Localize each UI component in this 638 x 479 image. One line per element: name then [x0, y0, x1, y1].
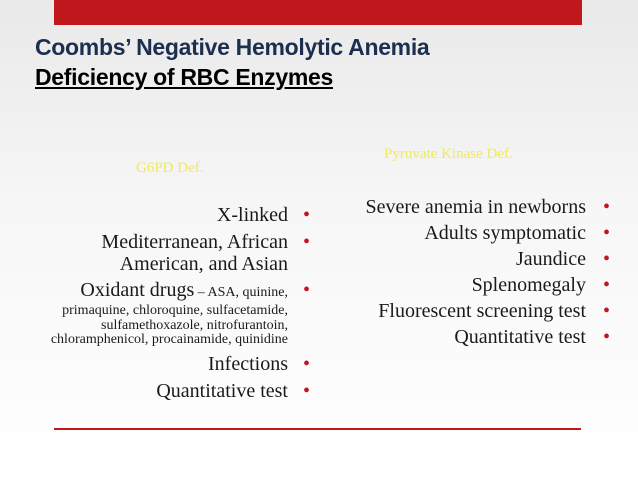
bullet-text: Jaundice	[516, 248, 586, 270]
bullet-text: Quantitative test	[156, 379, 288, 402]
bullet-icon: •	[302, 231, 310, 253]
bullet-icon: •	[602, 248, 610, 270]
bullet-text: Infections	[208, 352, 288, 375]
bullet-icon: •	[302, 379, 310, 402]
list-item	[350, 274, 610, 296]
list-item	[40, 279, 310, 348]
list-item	[350, 248, 610, 270]
top-accent-bar	[54, 0, 582, 25]
list-item	[350, 326, 610, 348]
g6pd-bullet-list	[40, 204, 310, 407]
bullet-icon: •	[302, 204, 310, 226]
bullet-text: Splenomegaly	[471, 274, 586, 296]
left-column-heading: G6PD Def.	[136, 160, 204, 176]
bullet-text: X-linked	[216, 204, 288, 226]
bullet-text: Adults symptomatic	[424, 222, 586, 244]
bullet-text: Fluorescent screening test	[378, 300, 586, 322]
bullet-icon: •	[302, 279, 310, 301]
bottom-divider	[54, 428, 581, 430]
bullet-icon: •	[602, 300, 610, 322]
pk-bullet-list	[350, 196, 610, 352]
bullet-icon: •	[602, 326, 610, 348]
slide-subtitle: Deficiency of RBC Enzymes	[35, 64, 333, 90]
bullet-text-suffix: – ASA, quinine,	[194, 285, 288, 300]
bullet-icon: •	[602, 196, 610, 218]
bullet-icon: •	[602, 222, 610, 244]
bullet-icon: •	[302, 352, 310, 375]
drug-list-text: primaquine, chloroquine, sulfacetamide, sulfamethoxazole, nitrofurantoin, chloramphenicol, procainamide, quinidine	[50, 303, 288, 347]
bullet-text: Quantitative test	[454, 326, 586, 348]
slide-title: Coombs’ Negative Hemolytic Anemia	[35, 34, 430, 60]
bullet-text: Oxidant drugs	[80, 279, 195, 301]
list-item	[350, 222, 610, 244]
right-column-heading: Pyruvate Kinase Def.	[384, 146, 513, 162]
list-item	[350, 196, 610, 218]
bullet-icon: •	[602, 274, 610, 296]
list-item	[40, 231, 310, 275]
list-item	[40, 352, 310, 375]
list-item	[40, 204, 310, 226]
bullet-text: Mediterranean, African American, and Asian	[101, 231, 288, 275]
list-item	[350, 300, 610, 322]
list-item	[40, 379, 310, 402]
bullet-text: Severe anemia in newborns	[365, 196, 586, 218]
